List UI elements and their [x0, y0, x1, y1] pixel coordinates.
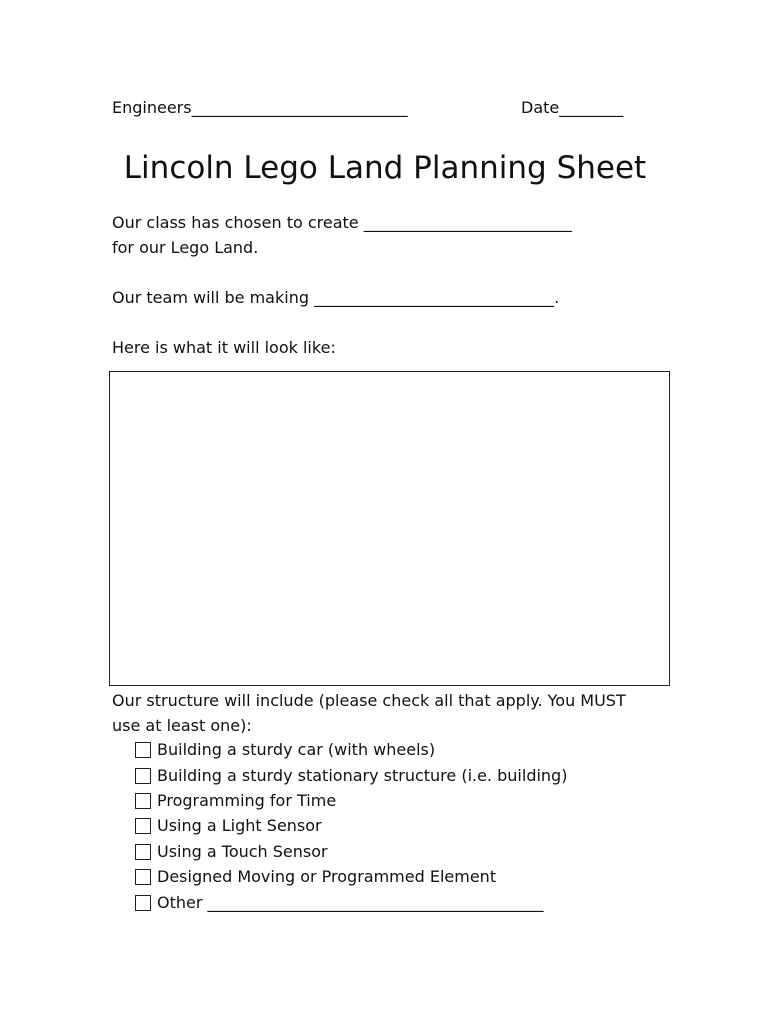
checkbox[interactable]: [135, 768, 151, 784]
option-sturdy-car: [135, 740, 435, 760]
option-light-sensor: [135, 816, 322, 836]
date-field-label: Date________: [521, 98, 624, 117]
option-moving-element: [135, 867, 496, 887]
option-label: Other __________________________________________: [157, 893, 544, 912]
option-label: Designed Moving or Programmed Element: [157, 867, 497, 886]
option-label: Building a sturdy car (with wheels): [157, 740, 436, 759]
page-title: Lincoln Lego Land Planning Sheet: [123, 150, 647, 186]
structure-include-line-continued: use at least one):: [112, 716, 252, 735]
option-label: Using a Touch Sensor: [157, 842, 328, 861]
class-choice-line-continued: for our Lego Land.: [112, 238, 259, 257]
option-touch-sensor: [135, 842, 328, 862]
option-label: Programming for Time: [157, 791, 337, 810]
team-making-line: Our team will be making ______________________________.: [112, 288, 560, 307]
look-like-label: Here is what it will look like:: [112, 338, 336, 357]
option-programming-time: [135, 791, 336, 811]
option-other: [135, 893, 544, 913]
option-label: Using a Light Sensor: [157, 816, 322, 835]
option-stationary-structure: [135, 766, 567, 786]
option-label: Building a sturdy stationary structure (i.e. building): [157, 766, 568, 785]
drawing-area[interactable]: [109, 371, 670, 686]
checkbox[interactable]: [135, 895, 151, 911]
structure-include-line: Our structure will include (please check all that apply. You MUST: [112, 691, 626, 710]
checkbox[interactable]: [135, 844, 151, 860]
checkbox[interactable]: [135, 818, 151, 834]
class-choice-line: Our class has chosen to create __________________________: [112, 213, 572, 232]
checkbox[interactable]: [135, 793, 151, 809]
checkbox[interactable]: [135, 742, 151, 758]
engineers-field-label: Engineers___________________________: [112, 98, 408, 117]
checkbox[interactable]: [135, 869, 151, 885]
